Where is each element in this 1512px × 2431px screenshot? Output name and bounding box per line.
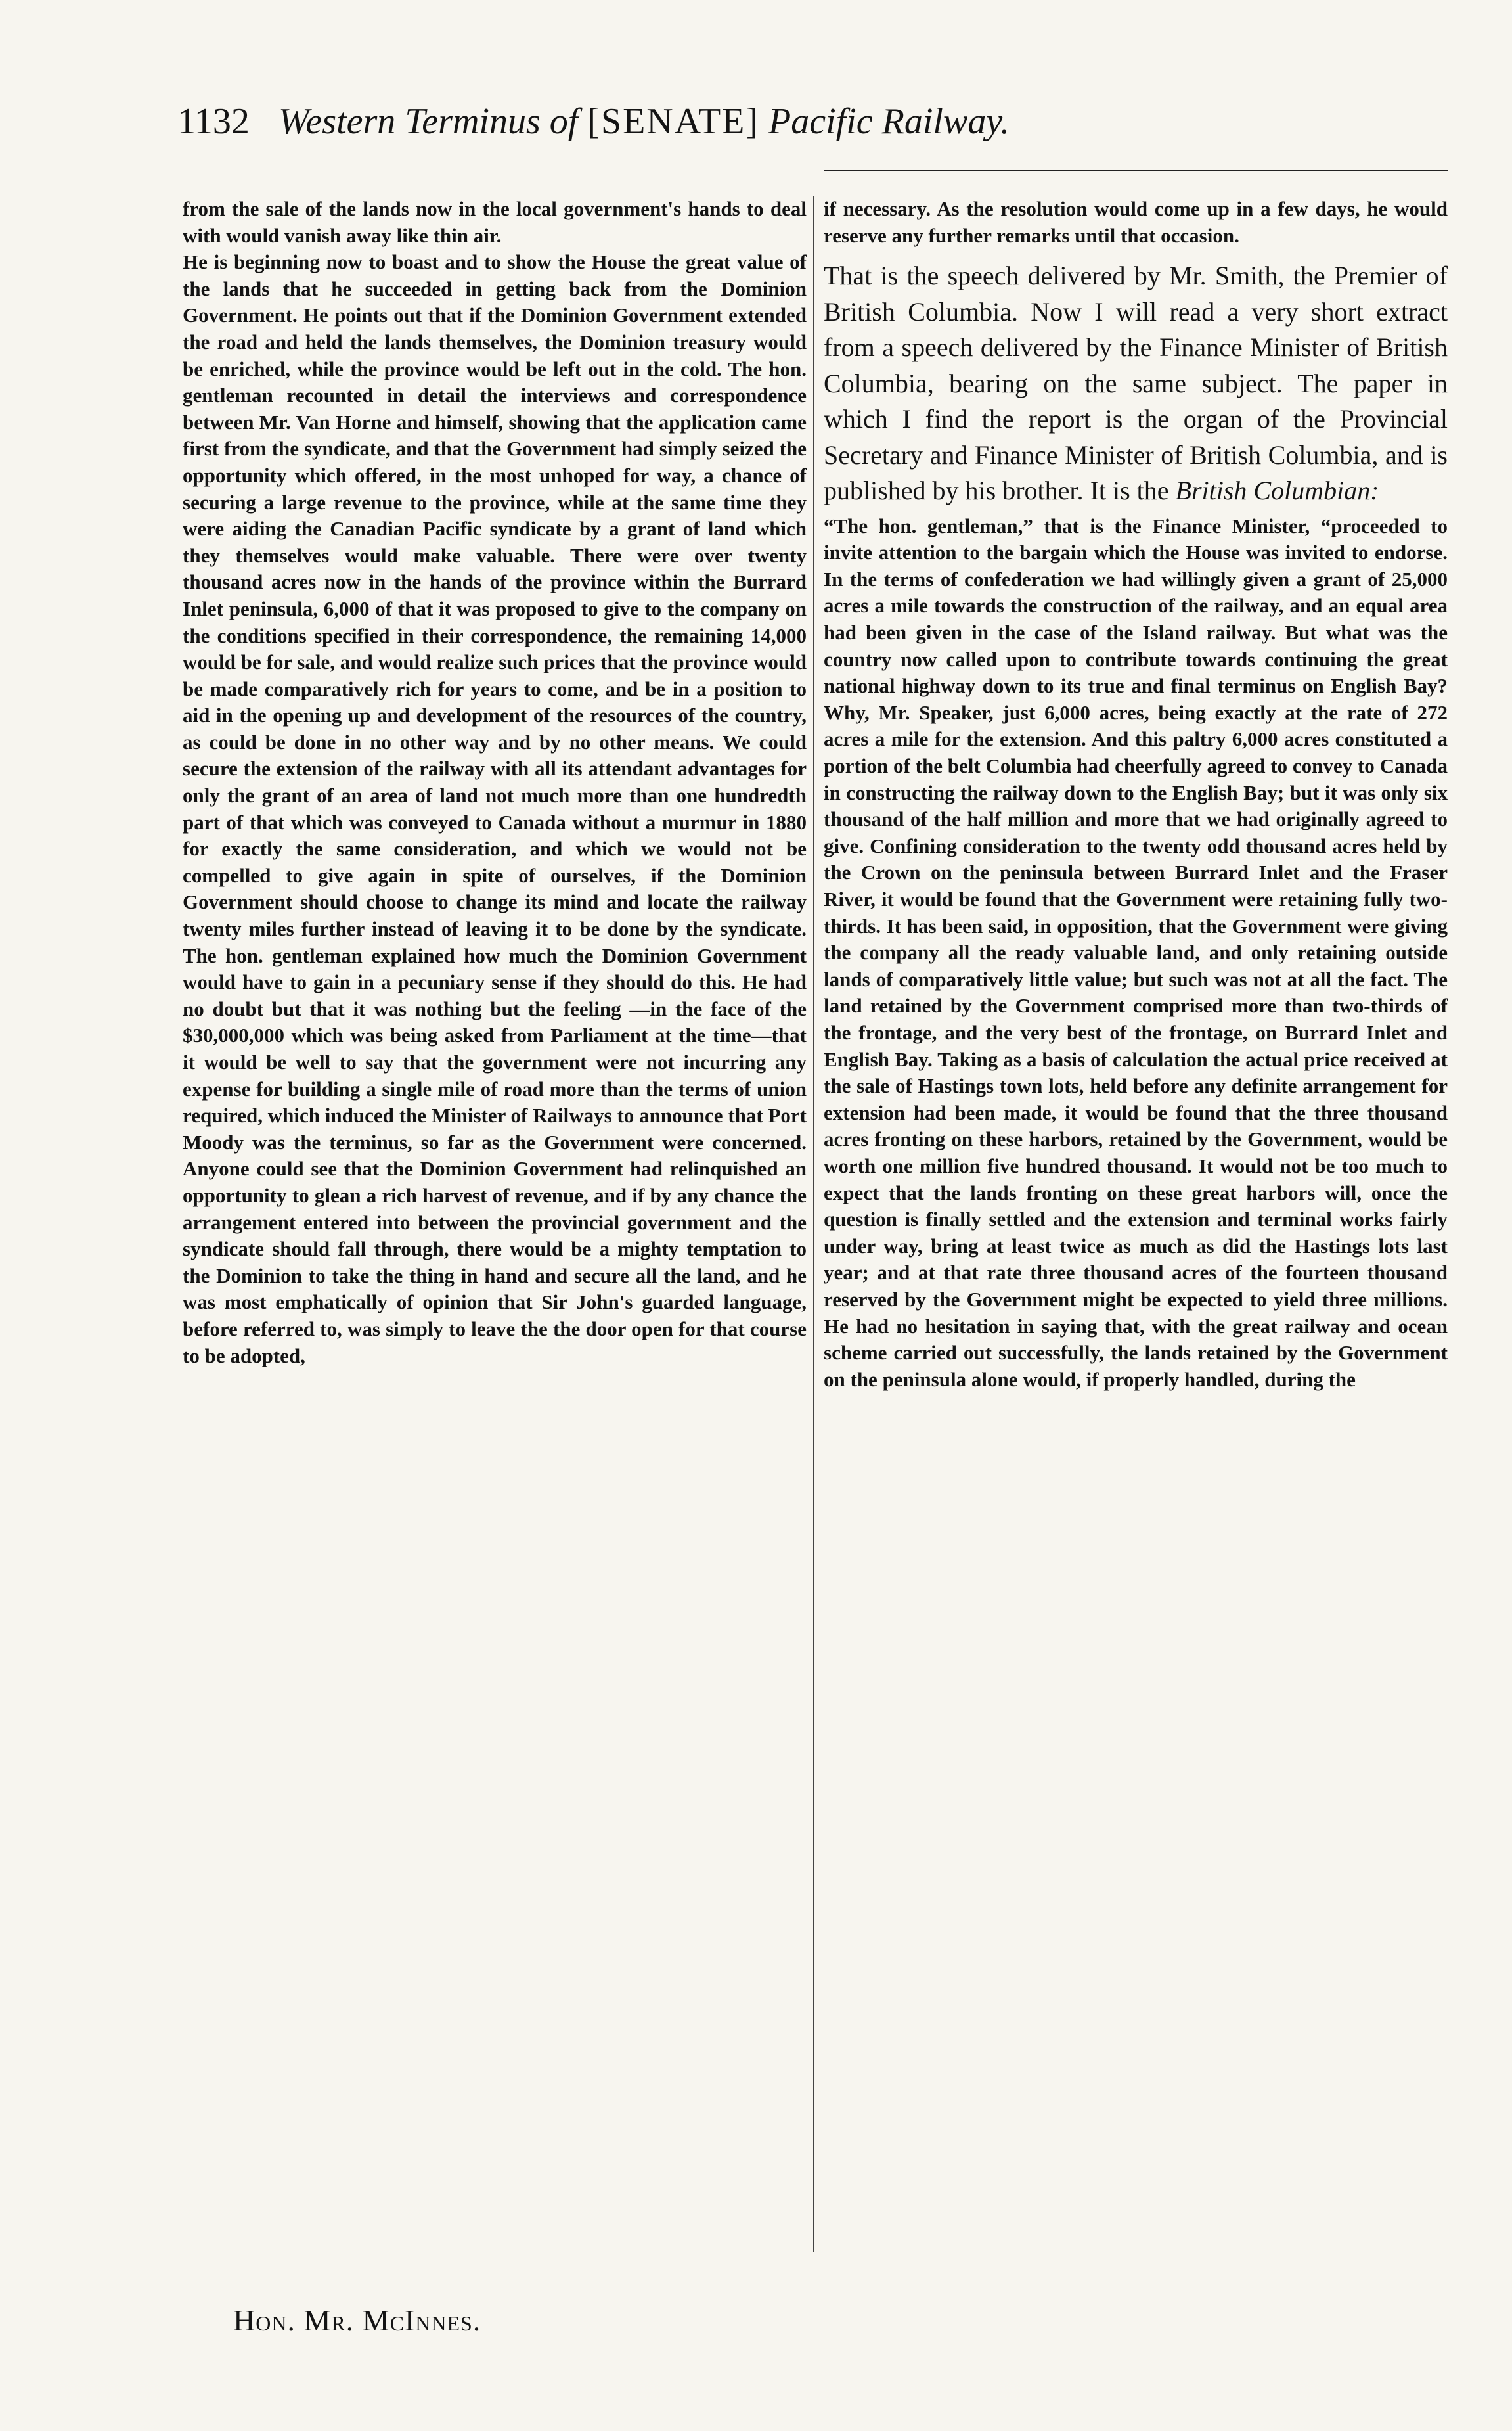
page-header [177, 99, 1445, 145]
column-divider [813, 196, 814, 2252]
speaker-footer: Hon. Mr. McInnes. [233, 2304, 481, 2337]
right-paragraph-2: “The hon. gentleman,” that is the Finance Minister, “proceeded to invite attention to the bargain which the House was invited to endorse. In the terms of confederation we had willingly given a grant of 25,000 acres a mile towards the construction of the railway, and an equal area had been given in the case of the Island railway. But what was the country now called upon to contribute towards continuing the great national highway down to its true and final terminus on English Bay? Why, Mr. Speaker, just 6,000 acres, being exactly at the rate of 272 acres a mile for the extension. And this paltry 6,000 acres constituted a portion of the belt Columbia had cheerfully agreed to convey to Canada in constructing the railway down to the English Bay; but it was only six thousand of the half million and more that we had originally agreed to give. Confining consideration to the twenty odd thousand acres held by the Crown on the peninsula between Burrard Inlet and the Fraser River, it would be found that the Government were retaining fully two-thirds. It has been said, in opposition, that the Government were giving the company all the ready valuable land, and only retaining outside lands of comparatively little value; but such was not at all the fact. The land retained by the Government comprised more than two-thirds of the frontage, and the very best of the frontage, on Burrard Inlet and English Bay. Taking as a basis of calculation the actual price received at the sale of Hastings town lots, held before any definite arrangement for extension had been made, it would be found that the three thousand acres fronting on these harbors, retained by the Government, would be worth one million five hundred thousand. It would not be too much to expect that the lands fronting on these great harbors will, once the question is finally settled and the extension and terminal works fairly under way, bring at least twice as much as did the Hastings lots last year; and at that rate three thousand acres of the fourteen thousand reserved by the Government might be expected to yield three millions. He had no hesitation in saying that, with the great railway and ocean scheme carried out successfully, the lands retained by the Government on the peninsula alone would, if properly handled, during the [824, 514, 1448, 1391]
header-rule [824, 170, 1448, 171]
house-label: [SENATE] [587, 101, 760, 142]
speech-paragraph [824, 258, 1448, 509]
left-paragraph-1: from the sale of the lands now in the local government's hands to deal with would vanish away like thin air. [183, 197, 807, 247]
right-paragraph-1: if necessary. As the resolution would come up in a few days, he would reserve any further remarks until that occasion. [824, 197, 1448, 247]
running-title-right: Pacific Railway. [768, 101, 1010, 142]
left-paragraph-2: He is beginning now to boast and to show the House the great value of the lands that he succeeded in getting back from the Dominion Government. He points out that if the Dominion Government extended the road and held the lands themselves, the Dominion treasury would be enriched, while the province would be left out in the cold. The hon. gentleman recounted in detail the interviews and correspondence between Mr. Van Horne and himself, showing that the application came first from the syndicate, and that the Government had simply seized the opportunity which offered, in the most unhoped for way, a chance of securing a large revenue to the province, while at the same time they were aiding the Canadian Pacific syndicate by a grant of land which they themselves would make valuable. There were over twenty thousand acres now in the hands of the province within the Burrard Inlet peninsula, 6,000 of that it was proposed to give to the company on the conditions specified in their correspondence, the remaining 14,000 would be for sale, and would realize such prices that the province would be made comparatively rich for years to come, and be in a position to aid in the opening up and development of the resources of the country, as could be done in no other way and by no other means. We could secure the extension of the railway with all its attendant advantages for only the grant of an area of land not much more than one hundredth part of that which was conveyed to Canada without a murmur in 1880 for exactly the same consideration, and which we would not be compelled to give again in spite of ourselves, if the Dominion Government should choose to change its mind and locate the railway twenty miles further instead of leaving it to be done by the syndicate. The hon. gentleman explained how much the Dominion Government would have to gain in a pecuniary sense if they should do this. He had no doubt but that it was nothing but the feeling —in the face of the $30,000,000 which was being asked from Parliament at the time—that it would be well to say that the government were not incurring any expense for building a single mile of road more than the terms of union required, which induced the Minister of Railways to announce that Port Moody was the terminus, so far as the Government were concerned. Anyone could see that the Dominion Government had relinquished an opportunity to glean a rich harvest of revenue, and if by any chance the arrangement entered into between the provincial government and the syndicate should fall through, there would be a mighty temptation to the Dominion to take the thing in hand and secure all the land, and he was most emphatically of opinion that Sir John's guarded language, before referred to, was simply to leave the the door open for that course to be adopted, [183, 250, 807, 1367]
running-title-left: Western Terminus of [278, 101, 579, 142]
page-number: 1132 [177, 101, 250, 142]
speech-source: British Columbian: [1175, 476, 1379, 506]
left-column [183, 196, 807, 2269]
speech-text: That is the speech delivered by Mr. Smith, the Premier of British Columbia. Now I will read a very short extract from a speech delivered by the Finance Minister of British Columbia, bearing on the same subject. The paper in which I find the report is the organ of the Provincial Secretary and Finance Minister of British Columbia, and is published by his brother. It is the [824, 261, 1448, 506]
right-column [824, 196, 1448, 2269]
